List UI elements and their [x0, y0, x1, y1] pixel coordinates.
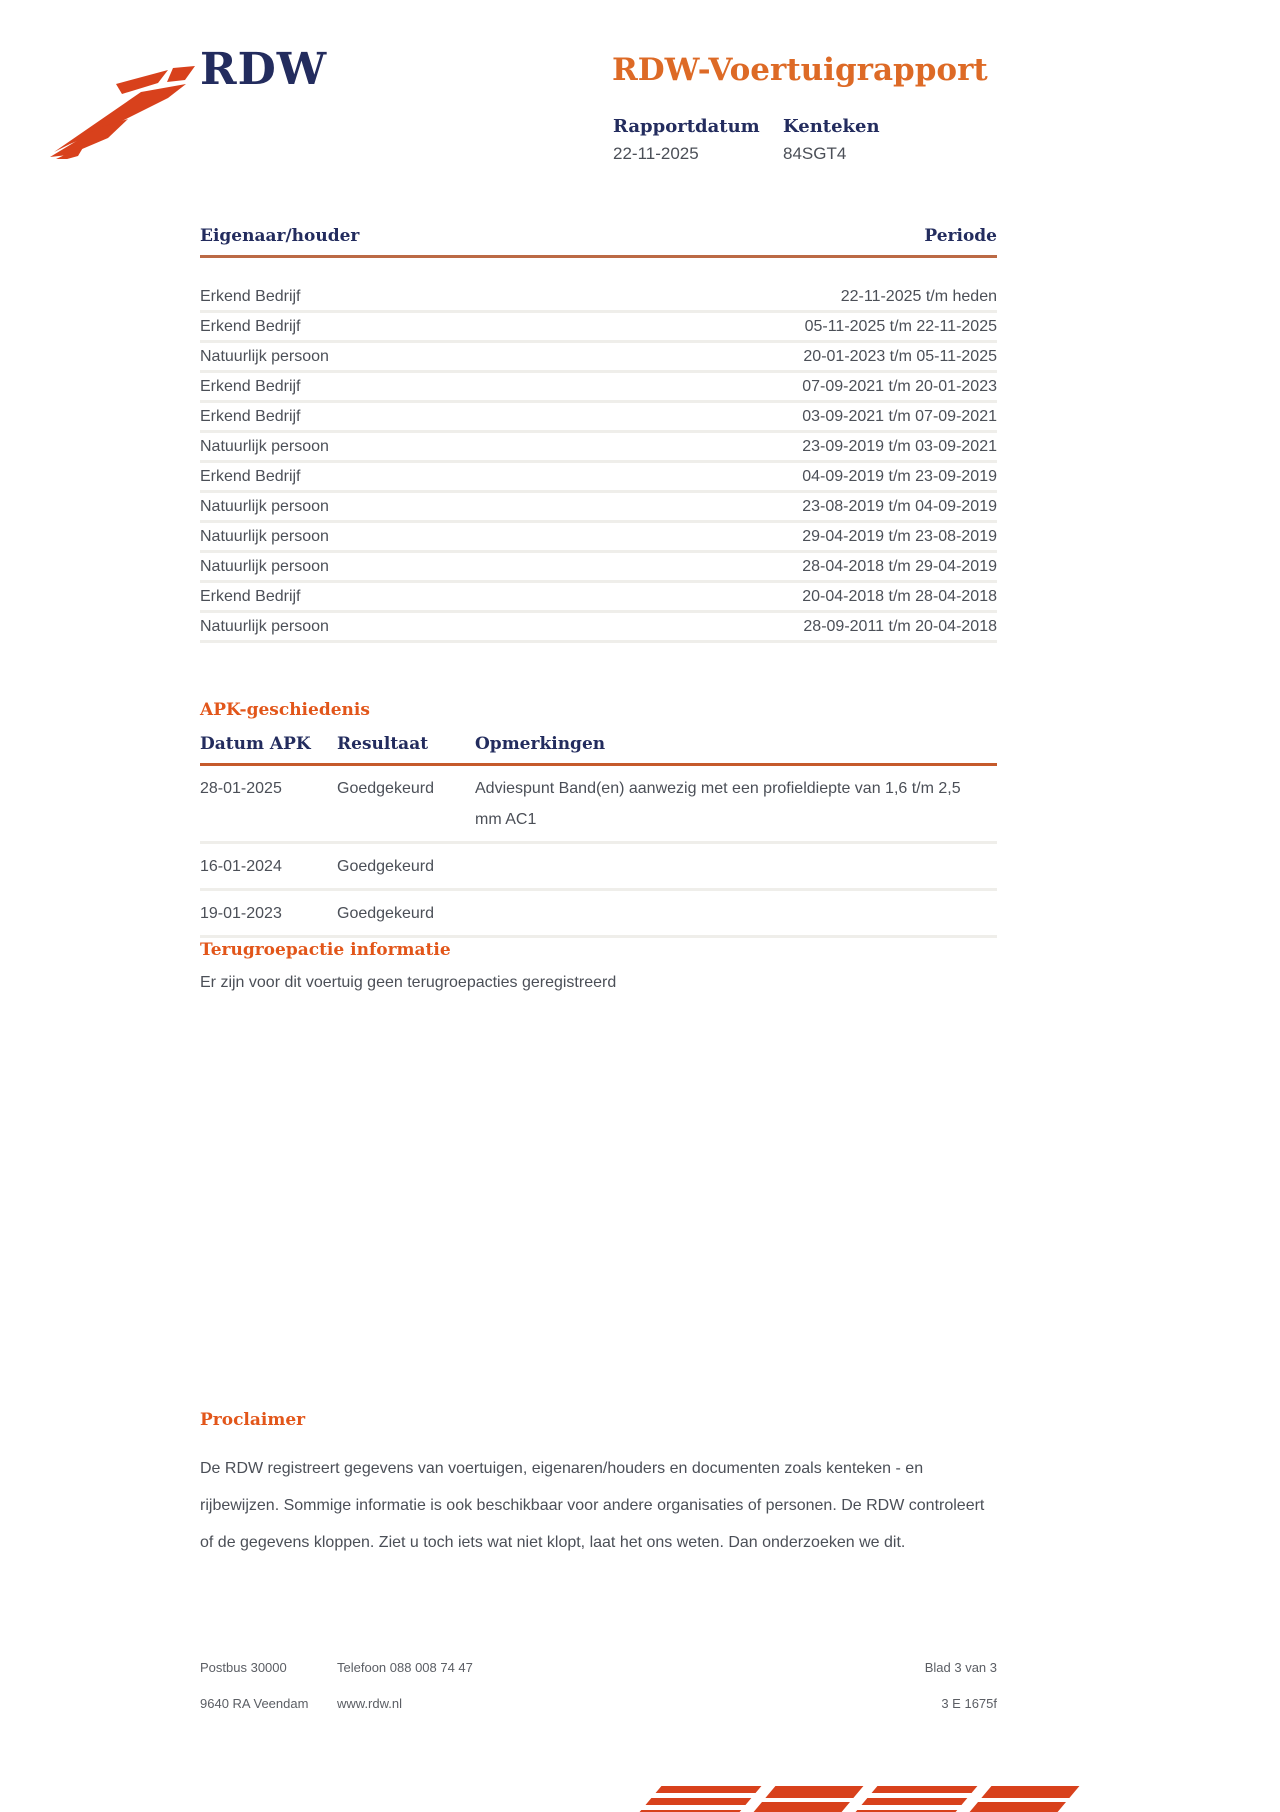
recall-info-section: [200, 940, 997, 992]
period-column-header: Periode: [924, 226, 997, 246]
apk-date-cell: 16-01-2024: [200, 858, 282, 875]
apk-table-row: [200, 766, 997, 844]
report-date-value: 22-11-2025: [613, 144, 699, 163]
owner-type-cell: Erkend Bedrijf: [200, 377, 301, 395]
owner-period-cell: 28-09-2011 t/m 20-04-2018: [803, 617, 997, 635]
owner-period-cell: 29-04-2019 t/m 23-08-2019: [802, 527, 997, 545]
page-title: RDW-Voertuigrapport: [612, 52, 988, 88]
owner-table-row: [200, 283, 997, 313]
owner-type-cell: Erkend Bedrijf: [200, 317, 301, 335]
apk-result-cell: Goedgekeurd: [337, 858, 434, 875]
footer-postbus: Postbus 30000: [200, 1660, 287, 1675]
footer-row-2: [200, 1696, 997, 1711]
footer-row-1: [200, 1660, 997, 1675]
owner-column-header: Eigenaar/houder: [200, 226, 360, 246]
proclaimer-section: [200, 1410, 997, 1561]
report-date-label: Rapportdatum: [613, 116, 760, 137]
brand-wordmark: RDW: [200, 44, 328, 95]
apk-date-column-header: Datum APK: [200, 734, 311, 754]
page-footer: [200, 1660, 997, 1732]
owner-period-cell: 03-09-2021 t/m 07-09-2021: [802, 407, 997, 425]
owner-table-row: [200, 553, 997, 583]
license-plate-label: Kenteken: [783, 116, 880, 137]
stripe-cluster-icon: [749, 1786, 864, 1812]
owner-period-cell: 20-01-2023 t/m 05-11-2025: [803, 347, 997, 365]
recall-status-text: Er zijn voor dit voertuig geen terugroepacties geregistreerd: [200, 974, 617, 991]
stripe-cluster-icon: [851, 1786, 978, 1812]
apk-remarks-column-header: Opmerkingen: [475, 734, 606, 754]
proclaimer-text: De RDW registreert gegevens van voertuigen, eigenaren/houders en documenten zoals kenteken - en rijbewijzen. Sommige informatie is ook beschikbaar voor andere organisaties of personen. De RDW controleert of de gegevens kloppen. Ziet u toch iets wat niet klopt, laat het ons weten. Dan onderzoeken we dit.: [200, 1460, 985, 1551]
owner-table-row: [200, 403, 997, 433]
owner-type-cell: Erkend Bedrijf: [200, 407, 301, 425]
owner-period-cell: 23-09-2019 t/m 03-09-2021: [802, 437, 997, 455]
owner-type-cell: Natuurlijk persoon: [200, 557, 329, 575]
apk-remarks-cell: Adviespunt Band(en) aanwezig met een profieldiepte van 1,6 t/m 2,5 mm AC1: [475, 780, 961, 828]
apk-table-row: [200, 844, 997, 891]
owner-table-row: [200, 463, 997, 493]
owner-period-cell: 23-08-2019 t/m 04-09-2019: [802, 497, 997, 515]
footer-phone: Telefoon 088 008 74 47: [337, 1660, 473, 1675]
apk-result-column-header: Resultaat: [337, 734, 429, 754]
owner-period-cell: 05-11-2025 t/m 22-11-2025: [804, 317, 997, 335]
owner-table-row: [200, 373, 997, 403]
owner-type-cell: Natuurlijk persoon: [200, 497, 329, 515]
stripe-cluster-icon: [965, 1786, 1080, 1812]
owner-table-row: [200, 433, 997, 463]
owner-period-cell: 28-04-2018 t/m 29-04-2019: [802, 557, 997, 575]
owner-type-cell: Natuurlijk persoon: [200, 347, 329, 365]
apk-table-row: [200, 891, 997, 938]
owner-table-row: [200, 523, 997, 553]
owner-table-row: [200, 493, 997, 523]
owner-table-row: [200, 343, 997, 373]
owner-type-cell: Natuurlijk persoon: [200, 437, 329, 455]
apk-table-body: [200, 766, 997, 938]
rdw-logo-icon: [46, 64, 196, 159]
apk-history-section: [200, 700, 997, 938]
owner-type-cell: Natuurlijk persoon: [200, 527, 329, 545]
owner-type-cell: Erkend Bedrijf: [200, 467, 301, 485]
apk-result-cell: Goedgekeurd: [337, 780, 434, 797]
owner-type-cell: Erkend Bedrijf: [200, 587, 301, 605]
owner-period-cell: 07-09-2021 t/m 20-01-2023: [802, 377, 997, 395]
owner-period-cell: 22-11-2025 t/m heden: [840, 287, 997, 305]
owner-period-cell: 20-04-2018 t/m 28-04-2018: [802, 587, 997, 605]
apk-date-cell: 19-01-2023: [200, 905, 282, 922]
owner-table-header: [200, 226, 997, 258]
apk-section-title: APK-geschiedenis: [200, 700, 370, 720]
license-plate-value: 84SGT4: [783, 144, 847, 163]
stripe-cluster-icon: [635, 1786, 762, 1812]
apk-result-cell: Goedgekeurd: [337, 905, 434, 922]
footer-page-number: Blad 3 van 3: [924, 1660, 997, 1675]
footer-form-code: 3 E 1675f: [941, 1696, 997, 1711]
owner-period-cell: 04-09-2019 t/m 23-09-2019: [802, 467, 997, 485]
apk-date-cell: 28-01-2025: [200, 780, 282, 797]
owner-type-cell: Natuurlijk persoon: [200, 617, 329, 635]
owner-table-row: [200, 583, 997, 613]
owner-table-body: [200, 283, 997, 643]
tire-track-decoration-icon: [648, 1786, 1118, 1812]
owner-history-section: [200, 226, 997, 643]
footer-city: 9640 RA Veendam: [200, 1696, 309, 1711]
owner-table-row: [200, 613, 997, 643]
owner-type-cell: Erkend Bedrijf: [200, 287, 301, 305]
recall-section-title: Terugroepactie informatie: [200, 940, 451, 960]
footer-website: www.rdw.nl: [337, 1696, 403, 1711]
owner-table-row: [200, 313, 997, 343]
apk-table-header: [200, 734, 997, 766]
proclaimer-title: Proclaimer: [200, 1410, 306, 1430]
